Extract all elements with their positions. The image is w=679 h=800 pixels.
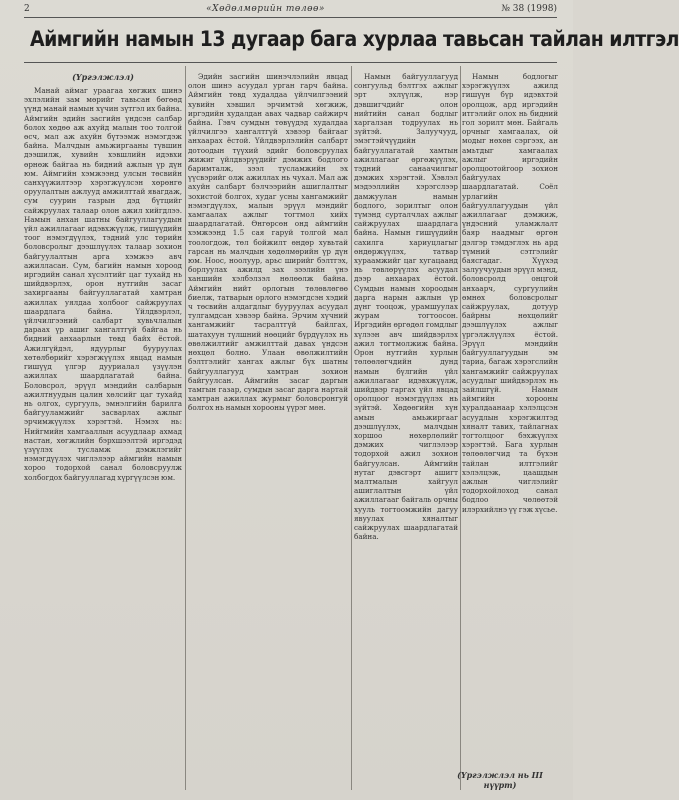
article-column-3 [354,72,458,786]
page-number: 2 [24,4,30,14]
article-column-2 [188,72,348,786]
column-divider [351,66,352,790]
column-3-text: Намын байгууллагууд сонгуульд бэлтгэх ажлыг эрт эхлүүлж, нэр дэвшигчдийг олон нийтийн санал бодлыг харгалзан тодруулах нь зүйтэй. Залуучууд, эмэгтэйчүүдийн байгууллагатай хамтын ажиллагааг өргөжүүлэх, тэдний санаачилгыг дэмжих хэрэгтэй. Хэвлэл мэдээллийн хэрэгслээр дамжуулан намын бодлого, зорилтыг олон түмэнд сурталчлах ажлыг сайжруулах шаардлага байна. Намын гишүүдийн сахилга хариуцлагыг өндөржүүлэх, татвар хураамжийг цаг хугацаанд нь төвлөрүүлэх асуудал дээр анхаарах ёстой. Сумдын намын хороодын дарга нарын ажлын үр дүнг тооцож, урамшуулах журам тогтоосон. Иргэдийн өргөдөл гомдлыг хүлээн авч шийдвэрлэх ажил тогтмолжиж байна. Орон нутгийн хурлын төлөөлөгчдийн дунд намын бүлгийн үйл ажиллагааг идэвхжүүлж, шийдвэр гаргах үйл явцад оролцоог нэмэгдүүлэх нь зүйтэй. Хөдөөгийн хүн амын амьжиргааг дээшлүүлэх, малчдын хоршоо нөхөрлөлийг дэмжих чиглэлээр тодорхой ажил зохион байгуулсан. Аймгийн нутаг дэвсгэрт ашигт малтмалын хайгуул ашиглалтын үйл ажиллагааг байгаль орчны хууль тогтоомжийн дагуу явуулах хяналтыг сайжруулах шаардлагатай байна. [354,72,458,542]
article-column-1 [24,72,182,786]
header-rule [24,17,557,18]
newspaper-name: «Хөдөлмөрийн төлөө» [206,4,325,14]
article-column-4 [462,72,558,766]
column-divider [460,66,461,790]
column-4-text: Намын бодлогыг хэрэгжүүлэх ажилд гишүүн бүр идэвхтэй оролцож, ард иргэдийн итгэлийг олох нь бидний гол зорилт мөн. Байгаль орчныг хамгаалах, ой модыг нөхөн сэргээх, ан амьтдыг хамгаалах ажлыг иргэдийн оролцоотойгоор зохион байгуулах шаардлагатай. Соёл урлагийн байгууллагуудын үйл ажиллагааг дэмжиж, үндэсний уламжлалт баяр наадмыг өргөн дэлгэр тэмдэглэх нь ард түмний сэтгэлийг баясгадаг. Хүүхэд залуучуудын эрүүл мэнд, боловсролд онцгой анхаарч, сургуулийн өмнөх боловсролыг сайжруулах, дотуур байрны нөхцөлийг дээшлүүлэх ажлыг үргэлжлүүлэх ёстой. Эрүүл мэндийн байгууллагуудын эм тариа, багаж хэрэгслийн хангамжийг сайжруулах асуудлыг шийдвэрлэх нь зайлшгүй. Намын аймгийн хорооны хуралдаанаар хэлэлцсэн асуудлын хэрэгжилтэд хяналт тавих, тайлагнах тогтолцоог бэхжүүлэх хэрэгтэй. Бага хурлын төлөөлөгчид та бүхэн тайлан илтгэлийг хэлэлцэж, цаашдын ажлын чиглэлийг тодорхойлоход санал бодлоо чөлөөтэй илэрхийлнэ үү гэж хүсье. [462,72,558,514]
continuation-note: (Үргэлжлэл нь III нүүрт) [457,770,543,790]
page-header [24,2,557,16]
headline-rule [24,62,557,63]
continuation-byline: (Үргэлжлэл) [72,72,134,82]
issue-number: № 38 (1998) [501,4,557,14]
column-2-text: Эдийн засгийн шинэчлэлийн явцад олон шинэ асуудал урган гарч байна. Аймгийн төвд худалдаа үйлчилгээний хувийн хэвшил эрчимтэй хөгжиж, иргэдийн худалдан авах чадвар сайжирч байна. Гэвч сумдын төвүүдэд худалдаа үйлчилгээ хангалтгүй хэвээр байгааг анхаарах ёстой. Үйлдвэрлэлийн салбарт дотоодын түүхий эдийг боловсруулах жижиг үйлдвэрүүдийг дэмжих бодлого баримталж, зээл тусламжийн эх үүсвэрийг олж ажиллах нь чухал. Мал аж ахуйн салбарт бэлчээрийн ашиглалтыг зохистой болгох, худаг усны хангамжийг нэмэгдүүлэх, малын эрүүл мэндийг хамгаалах ажлыг тогтмол хийх шаардлагатай. Өнгөрсөн онд аймгийн хэмжээнд 1.5 сая гаруй толгой мал тоологдож, төл бойжилт өндөр хувьтай гарсан нь малчдын хөдөлмөрийн үр дүн юм. Ноос, ноолуур, арьс ширийг бэлтгэх, борлуулах ажилд зах зээлийн үнэ ханшийн хэлбэлзэл нөлөөлж байна. Аймгийн нийт орлогын төлөвлөгөө биелж, татварын орлого нэмэгдсэн хэдий ч төсвийн алдагдлыг бууруулах асуудал тулгамдсан хэвээр байна. Эрчим хүчний хангамжийг тасралтгүй байлгах, шатахуун түлшний нөөцийг бүрдүүлэх нь өвөлжилтийг амжилттай давах үндсэн нөхцөл болно. Улаан өвөлжилтийн бэлтгэлийг хангах ажлыг бүх шатны байгууллагууд хамтран зохион байгуулсан. Аймгийн засаг даргын тамгын газар, сумдын засаг дарга нартай хамтран ажиллах журмыг боловсронгуй болгох нь намын хорооны үүрэг мөн. [188,72,348,413]
column-divider [185,66,186,790]
headline: Аймгийн намын 13 дугаар бага хурлаа тавьсан тайлан илтгэл [30,27,679,51]
column-1-text: Манай аймаг ураагаа хөгжих шинэ эхлэлийн зам мөрийг тавьсан бөгөөд үүнд манай намын хүчин зүтгэл их байна. Аймгийн эдийн засгийн үндсэн салбар болох хөдөө аж ахуйд малын тоо толгой өсч, мал аж ахуйн бүтээмж нэмэгдэж байна. Малчдын амьжиргааны түвшин дээшилж, хувийн хэвшлийн идэвхи өрнөж байгаа нь бидний ажлын үр дүн юм. Аймгийн хэмжээнд улсын төсвийн санхүүжилтээр хэрэгжүүлсэн хөрөнгө оруулалтын ажлууд амжилттай явагдаж, сум суурин газрын дэд бүтцийг сайжруулах талаар олон ажил хийгдлээ. Намын анхан шатны байгууллагуудын үйл ажиллагааг идэвхжүүлж, гишүүдийн тоог нэмэгдүүлэх, тэдний улс төрийн боловсролыг дээшлүүлэх талаар зохион байгуулалтын арга хэмжээ авч ажилласан. Сум, багийн намын хороод иргэдийн санал хүсэлтийг цаг тухайд нь шийдвэрлэх, орон нутгийн засаг захиргааны байгууллагатай хамтран ажиллах уялдаа холбоог сайжруулах шаардлага байна. Үйлдвэрлэл, үйлчилгээний салбарт хувьчлалын дараах үр ашиг хангалтгүй байгаа нь бидний анхаарлын төвд байх ёстой. Ажилгүйдэл, ядуурлыг бууруулах хөтөлбөрийг хэрэгжүүлэх явцад намын гишүүд үлгэр дууриалал үзүүлэн ажиллах шаардлагатай байна. Боловсрол, эрүүл мэндийн салбарын ажилтнуудын цалин хөлсийг цаг тухайд нь олгох, сургууль, эмнэлгийн барилга байгууламжийг засварлах ажлыг эрчимжүүлэх хэрэгтэй. Нэмэх нь: Нийгмийн хамгааллын асуудлаар ахмад настан, хөгжлийн бэрхшээлтэй иргэдэд үзүүлэх тусламж дэмжлэгийг нэмэгдүүлэх чиглэлээр аймгийн намын хороо тодорхой санал боловсруулж холбогдох байгууллагад хүргүүлсэн юм. [24,86,182,482]
